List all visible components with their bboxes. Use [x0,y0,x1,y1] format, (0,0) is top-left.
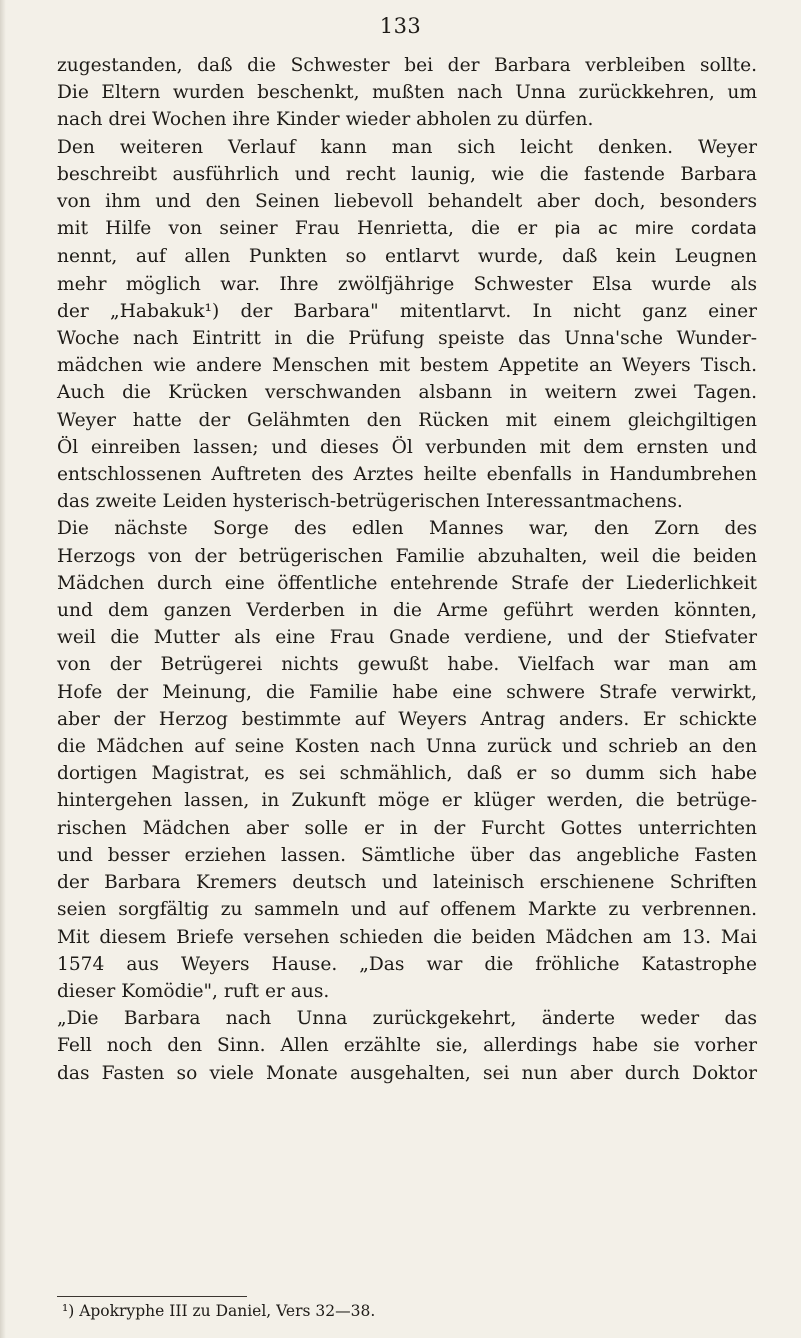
text-line: Woche nach Eintritt in die Prüfung speiste das Unna'sche Wunder- [57,328,757,350]
text-line: 1574 aus Weyers Hause. „Das war die fröhliche Katastrophe [57,953,757,975]
text-line: Öl einreiben lassen; und dieses Öl verbunden mit dem ernsten und [57,436,757,458]
text-line: Fell noch den Sinn. Allen erzählte sie, allerdings habe sie vorher [57,1035,757,1057]
text-line: Die nächste Sorge des edlen Mannes war, den Zorn des [57,518,757,540]
text-line: Mädchen durch eine öffentliche entehrende Strafe der Liederlichkeit [57,572,757,594]
text-line: rischen Mädchen aber solle er in der Furcht Gottes unterrichten [57,817,757,839]
text-line: Die Eltern wurden beschenkt, mußten nach Unna zurückkehren, um [57,82,757,104]
text-line: von ihm und den Seinen liebevoll behandelt aber doch, besonders [57,191,757,213]
text-line: Mit diesem Briefe versehen schieden die beiden Mädchen am 13. Mai [57,926,757,948]
text-line: hintergehen lassen, in Zukunft möge er klüger werden, die betrüge- [57,790,757,812]
text-line: entschlossenen Auftreten des Arztes heilte ebenfalls in Handumbrehen [57,464,757,486]
latin-phrase: pia ac mire cordata [554,219,757,240]
text-line: die Mädchen auf seine Kosten nach Unna zurück und schrieb an den [57,736,757,758]
text-line: mehr möglich war. Ihre zwölfjährige Schwester Elsa wurde als [57,273,757,295]
paragraph [57,52,757,1087]
text-line: der Barbara Kremers deutsch und lateinisch erschienene Schriften [57,872,757,894]
text-line: aber der Herzog bestimmte auf Weyers Antrag anders. Er schickte [57,708,757,730]
footnote-divider [57,1296,247,1297]
text-line: seien sorgfältig zu sammeln und auf offenem Markte zu verbrennen. [57,899,757,921]
text-line: mit Hilfe von seiner Frau Henrietta, die er pia ac mire cordata [57,218,757,240]
text-line: Weyer hatte der Gelähmten den Rücken mit einem gleichgiltigen [57,409,757,431]
text-line: und dem ganzen Verderben in die Arme geführt werden könnten, [57,600,757,622]
text-line: dieser Komödie", ruft er aus. [57,980,330,1002]
text-line: zugestanden, daß die Schwester bei der Barbara verbleiben sollte. [57,55,757,76]
text-line: nennt, auf allen Punkten so entlarvt wurde, daß kein Leugnen [57,246,757,268]
text-line: „Die Barbara nach Unna zurückgekehrt, änderte weder das [57,1008,757,1030]
page-edge-shadow [0,0,6,1338]
footnote: ¹) Apokryphe III zu Daniel, Vers 32—38. [62,1302,376,1320]
text-line: Auch die Krücken verschwanden alsbann in weitern zwei Tagen. [57,382,757,404]
text-line: dortigen Magistrat, es sei schmählich, daß er so dumm sich habe [57,763,757,785]
text-line: das zweite Leiden hysterisch-betrügerischen Interessantmachens. [57,491,683,513]
text-line: beschreibt ausführlich und recht launig, wie die fastende Barbara [57,163,757,185]
text-line: und besser erziehen lassen. Sämtliche über das angebliche Fasten [57,844,757,866]
text-line: der „Habakuk¹) der Barbara" mitentlarvt. In nicht ganz einer [57,300,757,322]
text-line: das Fasten so viele Monate ausgehalten, sei nun aber durch Doktor [57,1062,757,1084]
main-text [57,52,757,1087]
page-number: 133 [379,14,422,38]
text-line: nach drei Wochen ihre Kinder wieder abholen zu dürfen. [57,109,594,131]
text-line: weil die Mutter als eine Frau Gnade verdiene, und der Stiefvater [57,627,757,649]
text-line: Herzogs von der betrügerischen Familie abzuhalten, weil die beiden [57,545,757,567]
text-line: Den weiteren Verlauf kann man sich leicht denken. Weyer [57,136,757,158]
text-line: mädchen wie andere Menschen mit bestem Appetite an Weyers Tisch. [57,355,757,377]
text-line: von der Betrügerei nichts gewußt habe. Vielfach war man am [57,654,757,676]
text-line: Hofe der Meinung, die Familie habe eine schwere Strafe verwirkt, [57,681,757,703]
